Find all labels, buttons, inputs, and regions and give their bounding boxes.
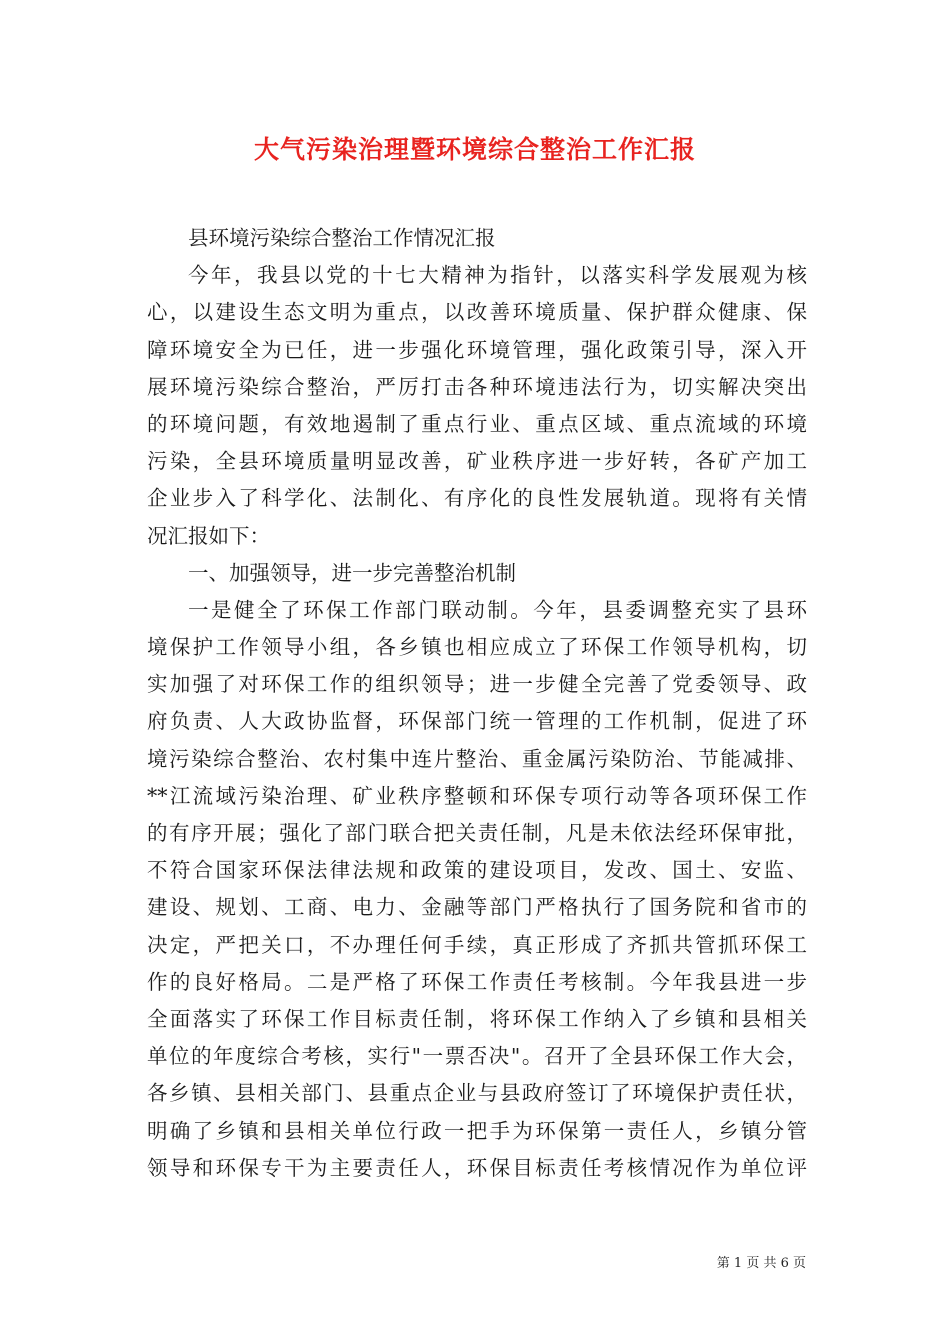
paragraph-line: 领导和环保专干为主要责任人，环保目标责任考核情况作为单位评	[147, 1155, 807, 1180]
paragraph-line: 境污染综合整治、农村集中连片整治、重金属污染防治、节能减排、	[147, 746, 807, 771]
page-title: 大气污染治理暨环境综合整治工作汇报	[253, 135, 696, 164]
paragraph-line: 建设、规划、工商、电力、金融等部门严格执行了国务院和省市的	[147, 895, 807, 920]
paragraph-line: **江流域污染治理、矿业秩序整顿和环保专项行动等各项环保工作	[147, 783, 807, 808]
paragraph-line: 企业步入了科学化、法制化、有序化的良性发展轨道。现将有关情	[147, 486, 807, 511]
paragraph-line: 全面落实了环保工作目标责任制，将环保工作纳入了乡镇和县相关	[147, 1006, 807, 1031]
paragraph-line: 障环境安全为已任，进一步强化环境管理，强化政策引导，深入开	[147, 337, 807, 362]
paragraph-line: 实加强了对环保工作的组织领导；进一步健全完善了党委领导、政	[147, 672, 807, 697]
paragraph-line: 单位的年度综合考核，实行"一票否决"。召开了全县环保工作大会，	[147, 1044, 807, 1069]
paragraph-line: 的环境问题，有效地遏制了重点行业、重点区域、重点流域的环境	[147, 411, 807, 436]
paragraph-line: 决定，严把关口，不办理任何手续，真正形成了齐抓共管抓环保工	[147, 932, 807, 957]
paragraph-line: 今年，我县以党的十七大精神为指针，以落实科学发展观为核	[188, 263, 807, 288]
paragraph-line: 的有序开展；强化了部门联合把关责任制，凡是未依法经环保审批，	[147, 821, 807, 845]
subtitle-line: 县环境污染综合整治工作情况汇报	[188, 226, 496, 250]
paragraph-line: 各乡镇、县相关部门、县重点企业与县政府签订了环境保护责任状，	[147, 1081, 807, 1106]
section-heading: 一、加强领导，进一步完善整治机制	[188, 560, 516, 585]
paragraph-line: 府负责、人大政协监督，环保部门统一管理的工作机制，促进了环	[147, 709, 807, 734]
document-body	[147, 220, 807, 1187]
paragraph-line: 境保护工作领导小组，各乡镇也相应成立了环保工作领导机构，切	[147, 635, 807, 660]
paragraph-line: 心，以建设生态文明为重点，以改善环境质量、保护群众健康、保	[147, 300, 807, 325]
paragraph-line: 作的良好格局。二是严格了环保工作责任考核制。今年我县进一步	[147, 969, 807, 994]
paragraph-line: 一是健全了环保工作部门联动制。今年，县委调整充实了县环	[188, 597, 807, 622]
paragraph-line: 不符合国家环保法律法规和政策的建设项目，发改、国土、安监、	[147, 858, 807, 883]
paragraph-line: 明确了乡镇和县相关单位行政一把手为环保第一责任人，乡镇分管	[147, 1118, 807, 1143]
paragraph-line: 展环境污染综合整治，严厉打击各种环境违法行为，切实解决突出	[147, 374, 807, 399]
paragraph-line: 污染，全县环境质量明显改善，矿业秩序进一步好转，各矿产加工	[147, 449, 807, 474]
page-number: 第 1 页 共 6 页	[716, 1256, 806, 1271]
paragraph-line: 况汇报如下：	[147, 523, 270, 548]
